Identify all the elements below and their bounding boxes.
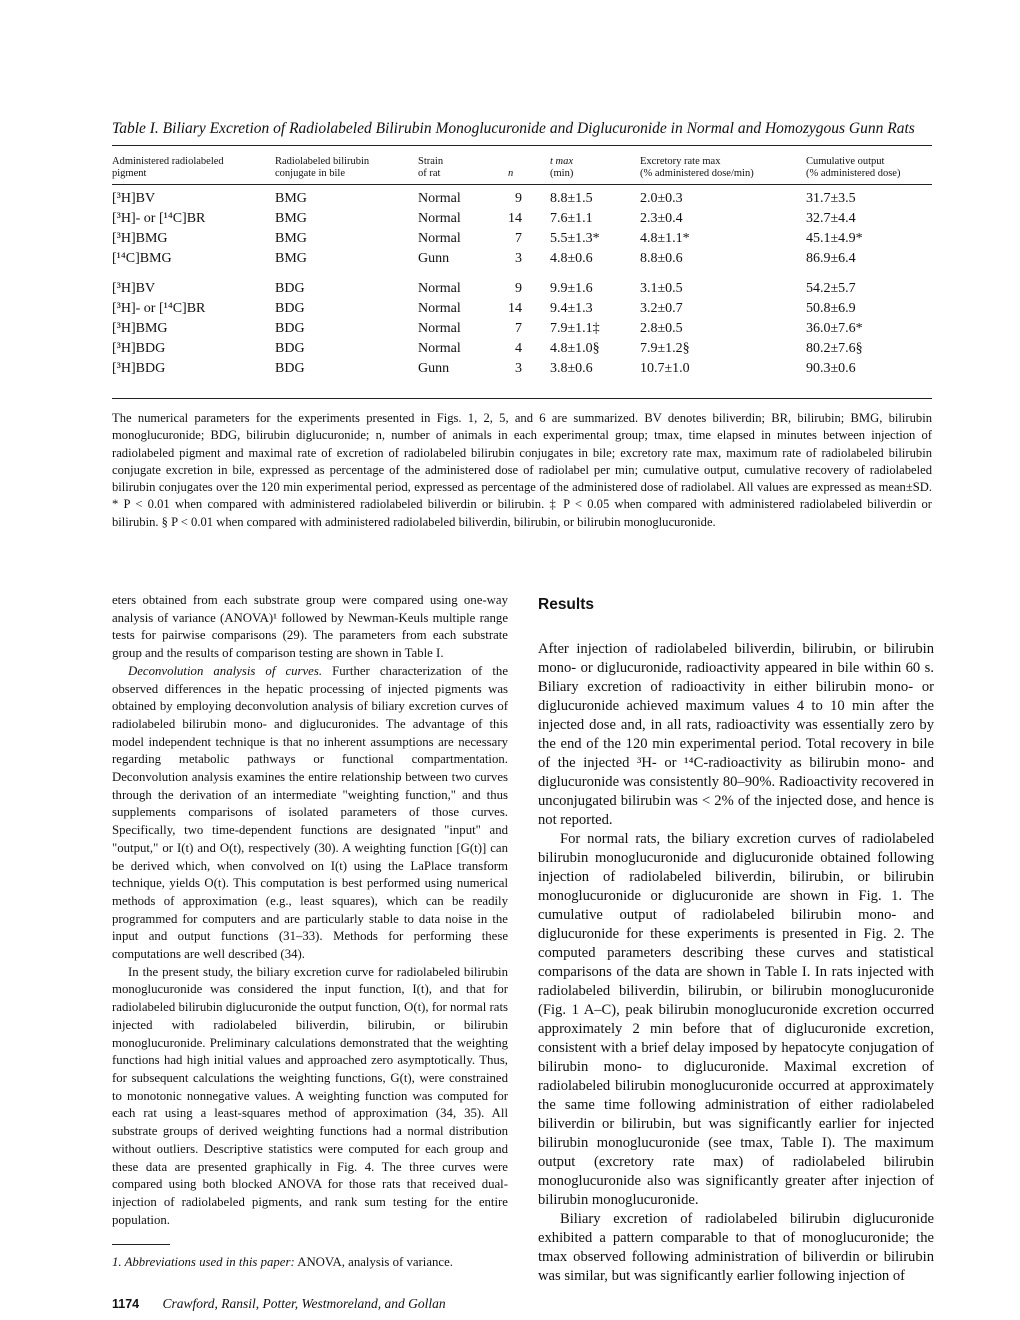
right-column (538, 640, 934, 1286)
page-number: 1174 (112, 1297, 140, 1311)
table-cell: 9 (515, 281, 522, 296)
table-row (112, 299, 932, 319)
right-paragraph-3: Biliary excretion of radiolabeled bilirubin diglucuronide exhibited a pattern comparable to that of monoglucuronide; the tmax observed following administration of biliverdin or bilirubin was similar, but was significantly earlier following injection of (538, 1211, 934, 1284)
data-table (112, 150, 932, 379)
table-cell: 2.3±0.4 (640, 211, 683, 226)
left-paragraph-3: In the present study, the biliary excretion curve for radiolabeled bilirubin monoglucuronide was considered the input function, I(t), and that for radiolabeled bilirubin diglucuronide the output function, O(t), for normal rats injected with radiolabeled biliverdin, bilirubin, or bilirubin monoglucuronide. Preliminary calculations demonstrated that the weighting functions had high initial values and approached zero asymptotically. Thus, for subsequent calculations the weighting functions, G(t), were constrained to monotonic nonnegative values. A weighting function was computed for each rat using a least-squares method of approximation (34, 35). All substrate groups of derived weighting functions had a normal distribution without outliers. Descriptive statistics were computed for each group and these data are presented graphically in Fig. 4. The three curves were compared using both blocked ANOVA for those rats that received dual-injection of radiolabeled pigments, and rank sum testing for the entire population. (112, 964, 508, 1227)
table-cell: BMG (275, 191, 307, 206)
table-cell: 2.8±0.5 (640, 321, 683, 336)
table-cell: 31.7±3.5 (806, 191, 856, 206)
table-cell: 4.8±1.1* (640, 231, 690, 246)
table-cell: 86.9±6.4 (806, 251, 856, 266)
table-row (112, 249, 932, 269)
table-cell: 14 (508, 301, 522, 316)
table-cell: Gunn (418, 251, 450, 266)
table-cell: 7.9±1.1‡ (550, 321, 600, 336)
table-cell: 8.8±1.5 (550, 191, 593, 206)
table-cell: 3 (515, 361, 522, 376)
right-paragraph-2: For normal rats, the biliary excretion curves of radiolabeled bilirubin monoglucuronide and diglucuronide obtained following injection of radiolabeled biliverdin, bilirubin, or bilirubin monoglucuronide or diglucuronide are shown in Fig. 1. The cumulative output of radiolabeled bilirubin mono- and diglucuronide for these experiments is presented in Fig. 2. The computed parameters describing these curves and statistical comparisons of the data are shown in Table I. In rats injected with radiolabeled biliverdin, bilirubin, or bilirubin monoglucuronide (Fig. 1 A–C), peak bilirubin monoglucuronide excretion occurred approximately 2 min before that of diglucuronide excretion, consistent with a brief delay imposed by hepatocyte conjugation of bilirubin mono- to diglucuronide. Maximal excretion of radiolabeled bilirubin monoglucuronide occurred at approximately the same time following administration of either radiolabeled biliverdin or bilirubin, but was significantly earlier for injected bilirubin monoglucuronide (see tmax, Table I). The maximum output (excretory rate max) of radiolabeled bilirubin monoglucuronide also was significantly greater after injection of bilirubin monoglucuronide. (538, 831, 934, 1208)
table-cell: 2.0±0.3 (640, 191, 683, 206)
table-top-rule (112, 145, 932, 146)
left-paragraph-2: Deconvolution analysis of curves. Further characterization of the observed differences in the hepatic processing of injected pigments was obtained by employing deconvolution analysis of biliary excretion curves of radiolabeled bilirubin mono- and diglucuronides. The advantage of this model independent technique is that no inherent assumptions are necessary regarding metabolic pathways or functional compartmentation. Deconvolution analysis examines the entire relationship between two curves through the derivation of an intermediate "weighting function," and thus supplements comparisons of isolated parameters of those curves. Specifically, two time-dependent functions are designated "input" and "output," or I(t) and O(t), respectively (30). A weighting function [G(t)] can be derived which, when convolved on I(t) using the LaPlace transform technique, yields O(t). This computation is best performed using numerical methods of approximation (e.g., least squares), which can be readily programmed for computers and are particularly stable to data noise in the input and output functions (31–33). Methods for performing these computations are well described (34). (112, 663, 508, 962)
table-cell: 54.2±5.7 (806, 281, 856, 296)
table-cell: 4.8±1.0§ (550, 341, 600, 356)
table-cell: 3.1±0.5 (640, 281, 683, 296)
table-cell: 7.9±1.2§ (640, 341, 690, 356)
table-cell: [³H]- or [¹⁴C]BR (112, 211, 206, 226)
table-cell: [³H]BMG (112, 321, 168, 336)
table-cell: 4 (515, 341, 522, 356)
table-cell: 90.3±0.6 (806, 361, 856, 376)
table-cell: BMG (275, 231, 307, 246)
table-cell: 8.8±0.6 (640, 251, 683, 266)
table-cell: BMG (275, 211, 307, 226)
table-cell: [³H]BV (112, 191, 156, 206)
table-cell: 80.2±7.6§ (806, 341, 863, 356)
table-header-row (112, 150, 932, 185)
table-cell: Normal (418, 301, 461, 316)
header-strain: Strain of rat (418, 150, 508, 185)
table-cell: BMG (275, 251, 307, 266)
table-cell: 45.1±4.9* (806, 231, 863, 246)
table-cell: Normal (418, 281, 461, 296)
page-footer (112, 1296, 446, 1312)
table-cell: Normal (418, 231, 461, 246)
table-cell: BDG (275, 301, 305, 316)
table-cell: 3 (515, 251, 522, 266)
table-cell: 3.8±0.6 (550, 361, 593, 376)
table-cell: Normal (418, 321, 461, 336)
table-cell: 14 (508, 211, 522, 226)
table-cell: [¹⁴C]BMG (112, 251, 172, 266)
table-cell: 7 (515, 321, 522, 336)
header-conjugate: Radiolabeled bilirubin conjugate in bile (275, 150, 418, 185)
table-cell: 3.2±0.7 (640, 301, 683, 316)
table-row (112, 319, 932, 339)
table-cell: BDG (275, 281, 305, 296)
results-heading: Results (538, 596, 594, 613)
table-row (112, 229, 932, 249)
table-cell: 32.7±4.4 (806, 211, 856, 226)
header-pigment: Administered radiolabeled pigment (112, 150, 275, 185)
footnote: 1. Abbreviations used in this paper: ANOVA, analysis of variance. (112, 1255, 453, 1269)
table-row (112, 209, 932, 229)
header-tmax: t max (min) (550, 150, 640, 185)
header-n: n (508, 150, 550, 185)
table-row (112, 359, 932, 379)
table-cell: 36.0±7.6* (806, 321, 863, 336)
table-cell: 4.8±0.6 (550, 251, 593, 266)
table-cell: [³H]BDG (112, 361, 166, 376)
table-cell: BDG (275, 361, 305, 376)
table-cell: Normal (418, 341, 461, 356)
table-cell: BDG (275, 341, 305, 356)
table-cell: [³H]BMG (112, 231, 168, 246)
table-cell: 9.9±1.6 (550, 281, 593, 296)
table-bottom-rule (112, 398, 932, 399)
left-column (112, 592, 508, 1229)
table-cell: 7 (515, 231, 522, 246)
table-note: The numerical parameters for the experiments presented in Figs. 1, 2, 5, and 6 are summarized. BV denotes biliverdin; BR, bilirubin; BMG, bilirubin monoglucuronide; BDG, bilirubin diglucuronide; n, number of animals in each experimental group; tmax, time elapsed in minutes between injection of radiolabeled pigment and maximal rate of excretion of radiolabeled bilirubin conjugates in bile; excretory rate max, maximum rate of radiolabeled bilirubin conjugate excretion in bile, expressed as percentage of the administered dose of radiolabel per min; cumulative output, cumulative recovery of radiolabeled bilirubin conjugates over the 120 min experimental period, expressed as percentage of the administered dose of radiolabel. All values are expressed as mean±SD. * P < 0.01 when compared with administered radiolabeled biliverdin or bilirubin. ‡ P < 0.05 when compared with administered radiolabeled biliverdin or bilirubin. § P < 0.01 when compared with administered radiolabeled biliverdin, bilirubin, or bilirubin monoglucuronide. (112, 411, 932, 529)
table-cell: 50.8±6.9 (806, 301, 856, 316)
footer-authors: Crawford, Ransil, Potter, Westmoreland, and Gollan (162, 1296, 446, 1311)
header-excretory-rate: Excretory rate max (% administered dose/min) (640, 150, 806, 185)
table-cell: [³H]BV (112, 281, 156, 296)
table-cell: [³H]BDG (112, 341, 166, 356)
left-paragraph-1: eters obtained from each substrate group were compared using one-way analysis of variance (ANOVA)¹ followed by Newman-Keuls multiple range tests for pairwise comparisons (29). The parameters from each substrate group and the results of comparison testing are shown in Table I. (112, 593, 508, 661)
table-cell: Normal (418, 191, 461, 206)
table-cell: 9 (515, 191, 522, 206)
table-row (112, 185, 932, 210)
table-group-gap (112, 269, 932, 279)
table-cell: 5.5±1.3* (550, 231, 600, 246)
right-paragraph-1: After injection of radiolabeled biliverdin, bilirubin, or bilirubin mono- or diglucuronide, radioactivity appeared in bile within 60 s. Biliary excretion of radioactivity in either bilirubin mono- or diglucuronide achieved maximum values 4 to 10 min after the injected dose and, in all rats, radioactivity was essentially zero by the end of the 120 min experimental period. Total recovery in bile of the injected ³H- or ¹⁴C-radioactivity as bilirubin mono- and diglucuronide was consistently 80–90%. Radioactivity recovered in unconjugated bilirubin was < 2% of the injected dose, and hence is not reported. (538, 641, 934, 828)
table-cell: Gunn (418, 361, 450, 376)
footnote-rule (112, 1244, 170, 1245)
table-cell: 10.7±1.0 (640, 361, 690, 376)
table-cell: 9.4±1.3 (550, 301, 593, 316)
left-paragraph-2-heading: Deconvolution analysis of curves. (128, 663, 323, 678)
table-row (112, 339, 932, 359)
table-cell: Normal (418, 211, 461, 226)
table-cell: 7.6±1.1 (550, 211, 593, 226)
table-caption: Table I. Biliary Excretion of Radiolabeled Bilirubin Monoglucuronide and Diglucuronide in Normal and Homozygous Gunn Rats (112, 120, 915, 137)
table-cell: BDG (275, 321, 305, 336)
table-cell: [³H]- or [¹⁴C]BR (112, 301, 206, 316)
header-cumulative-output: Cumulative output (% administered dose) (806, 150, 932, 185)
table-row (112, 279, 932, 299)
